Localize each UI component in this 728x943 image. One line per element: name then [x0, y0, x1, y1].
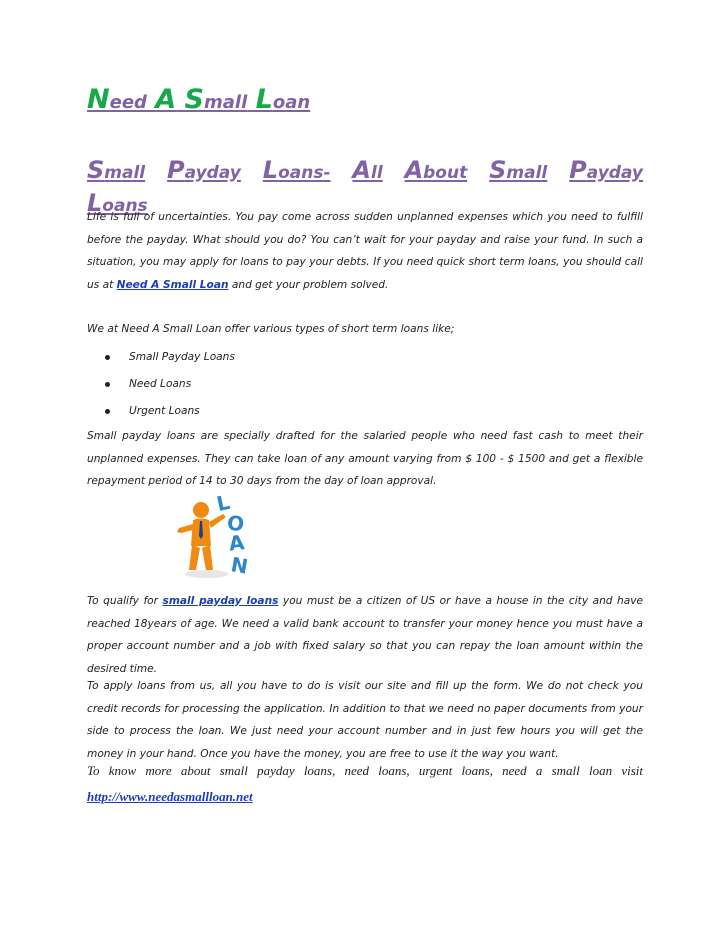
- title-initial: L: [255, 84, 273, 115]
- payday-paragraph: Small payday loans are specially drafted for the salaried people who need fast cash to meet their unplanned expenses. They can take loan of any amount varying from $ 100 - $ 1500 and get a flexible repayment period of 14 to 30 days from the day of loan approval.: [87, 430, 643, 487]
- title-initial: A: [155, 84, 177, 115]
- subtitle-word: mall: [104, 163, 146, 183]
- small-payday-loans-link[interactable]: small payday loans: [162, 595, 279, 607]
- title-initial: N: [87, 84, 110, 115]
- subtitle-word: oans: [102, 196, 148, 216]
- closing-text: To know more about small payday loans, need loans, urgent loans, need a small loan visit: [87, 763, 643, 778]
- list-item-label: Need Loans: [129, 378, 192, 390]
- closing-paragraph: [87, 758, 643, 810]
- title-word: eed: [109, 92, 147, 113]
- subtitle-word: ayday: [586, 163, 643, 183]
- offer-paragraph: We at Need A Small Loan offer various types of short term loans like;: [87, 323, 455, 335]
- subtitle-initial: P: [167, 156, 185, 184]
- title-word: mall: [204, 92, 248, 113]
- loan-figure-icon: [171, 488, 259, 580]
- intro-text: Life is full of uncertainties. You pay come across sudden unplanned expenses which you need to fulfill before the payday. What should you do? You can’t wait for your payday and raise your fund. In such a situation, you may apply for loans to pay your debts. If you need quick short term loans, you should call us at: [87, 211, 643, 291]
- bullet-icon: [105, 382, 110, 387]
- subtitle-word: ll: [371, 163, 383, 183]
- list-item: [87, 344, 235, 371]
- subtitle-word: oans-: [278, 163, 331, 183]
- letter-a: A: [227, 530, 246, 556]
- list-item: [87, 371, 235, 398]
- subtitle-initial: L: [87, 189, 103, 217]
- title-initial: S: [184, 84, 204, 115]
- loan-illustration: [171, 488, 259, 580]
- list-item-label: Urgent Loans: [129, 405, 200, 417]
- qualify-paragraph: [87, 590, 643, 680]
- letter-n: N: [229, 552, 250, 579]
- letter-o: O: [225, 510, 246, 537]
- bullet-icon: [105, 355, 110, 360]
- subtitle-initial: L: [262, 156, 279, 184]
- qualify-text-end: you must be a citizen of US or have a house in the city and have reached 18years of age. We need a valid bank account to transfer your money hence you must have a proper account number and a job with fixed salary so that you can repay the loan amount within the desired time.: [87, 595, 643, 675]
- subtitle-line: [87, 155, 643, 188]
- intro-paragraph: [87, 206, 643, 296]
- subtitle-word: mall: [506, 163, 548, 183]
- subtitle-word: bout: [423, 163, 468, 183]
- subtitle-initial: A: [404, 156, 424, 184]
- title-word: oan: [272, 92, 311, 113]
- subtitle-word: ayday: [184, 163, 241, 183]
- need-a-small-loan-link[interactable]: Need A Small Loan: [116, 278, 229, 291]
- list-item-label: Small Payday Loans: [129, 351, 235, 363]
- subtitle-initial: A: [352, 156, 371, 184]
- intro-text-end: and get your problem solved.: [228, 278, 389, 291]
- apply-paragraph: To apply loans from us, all you have to do is visit our site and fill up the form. We do not check you credit records for processing the application. In addition to that we need no paper documents from your side to process the loan. We just need your account number and in just few hours you will get the money in your hand. Once you have the money, you are free to use it the way you want.: [87, 680, 643, 760]
- subtitle-initial: S: [87, 156, 105, 184]
- letter-l: L: [214, 489, 232, 517]
- subtitle-initial: P: [569, 156, 587, 184]
- website-link[interactable]: http://www.needasmallloan.net: [87, 789, 253, 804]
- list-item: [87, 398, 235, 425]
- subtitle-initial: S: [489, 156, 507, 184]
- loan-types-list: [87, 344, 235, 425]
- qualify-text: To qualify for: [87, 595, 163, 607]
- page-title: [87, 84, 310, 115]
- bullet-icon: [105, 409, 110, 414]
